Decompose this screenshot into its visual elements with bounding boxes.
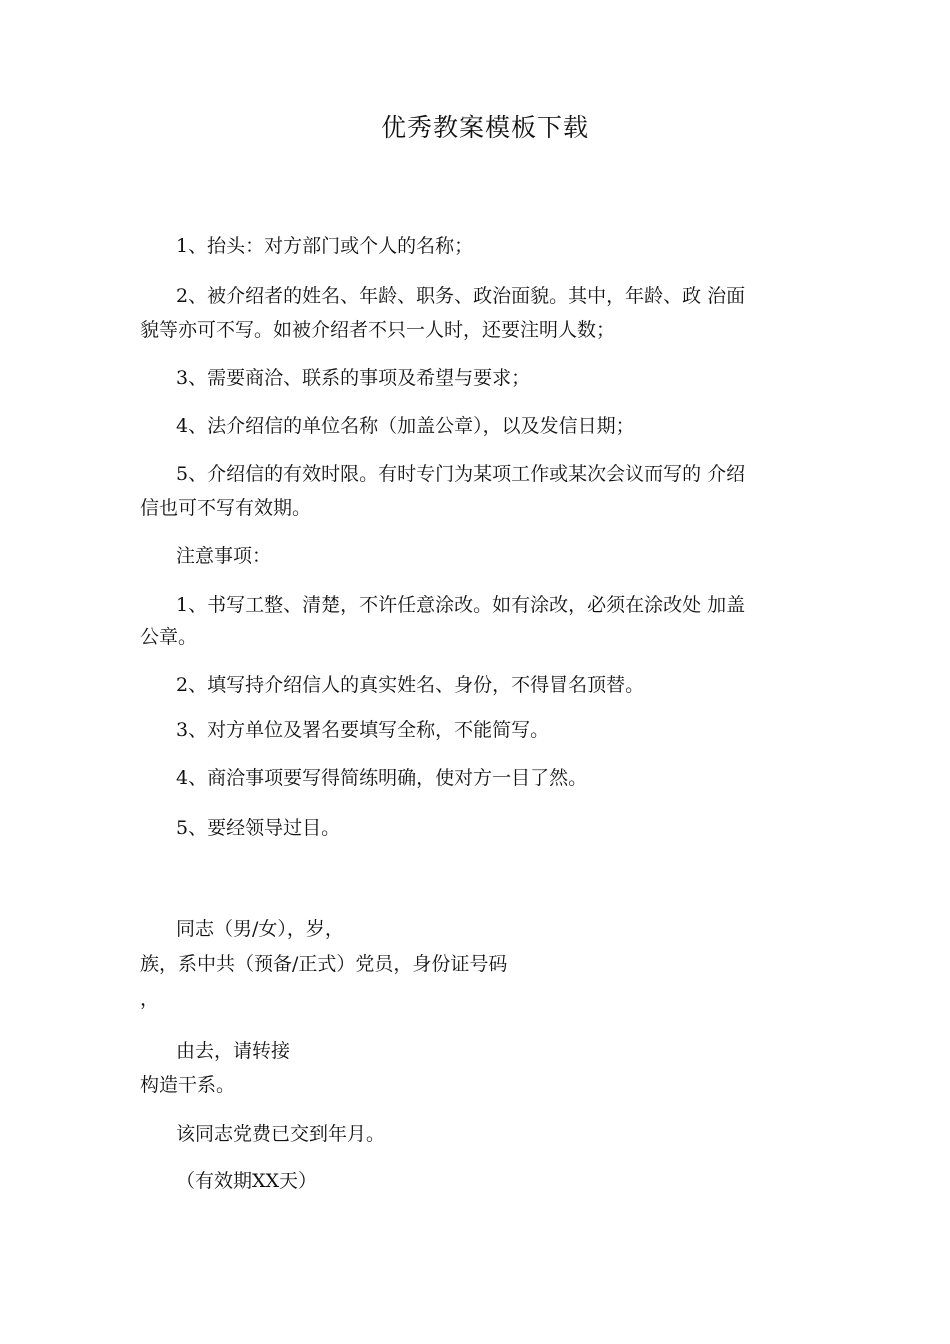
text-line: 5、介绍信的有效时限。有时专门为某项工作或某次会议而写的 介绍 xyxy=(176,463,746,485)
validity-note: （有效期XX天） xyxy=(176,1170,318,1192)
form-line: ， xyxy=(140,988,160,1010)
form-line: 同志（男/女），岁， xyxy=(176,918,344,940)
text-line: 4、法介绍信的单位名称（加盖公章），以及发信日期； xyxy=(176,415,635,437)
document-title: 优秀教案模板下载 xyxy=(380,113,589,142)
form-line: 该同志党费已交到年月。 xyxy=(176,1123,386,1145)
text-line: 5、要经领导过目。 xyxy=(176,817,341,839)
text-line: 貌等亦可不写。如被介绍者不只一人时，还要注明人数； xyxy=(140,319,616,341)
text-line: 4、商洽事项要写得简练明确，使对方一目了然。 xyxy=(176,767,588,789)
form-line: 由去，请转接 xyxy=(176,1040,291,1062)
text-line: 2、被介绍者的姓名、年龄、职务、政治面貌。其中，年龄、政 治面 xyxy=(176,285,746,307)
text-line: 1、书写工整、清楚，不许任意涂改。如有涂改，必须在涂改处 加盖 xyxy=(176,594,746,616)
text-line: 信也可不写有效期。 xyxy=(140,497,312,519)
form-line: 族，系中共（预备/正式）党员，身份证号码 xyxy=(140,953,508,975)
text-line: 2、填写持介绍信人的真实姓名、身份，不得冒名顶替。 xyxy=(176,674,645,696)
section-heading: 注意事项： xyxy=(176,545,272,567)
text-line: 3、对方单位及署名要填写全称，不能简写。 xyxy=(176,719,550,741)
text-line: 3、需要商洽、联系的事项及希望与要求； xyxy=(176,367,531,389)
text-line: 1、抬头：对方部门或个人的名称； xyxy=(176,235,474,257)
form-line: 构造干系。 xyxy=(140,1074,236,1096)
text-line: 公章。 xyxy=(140,626,198,648)
